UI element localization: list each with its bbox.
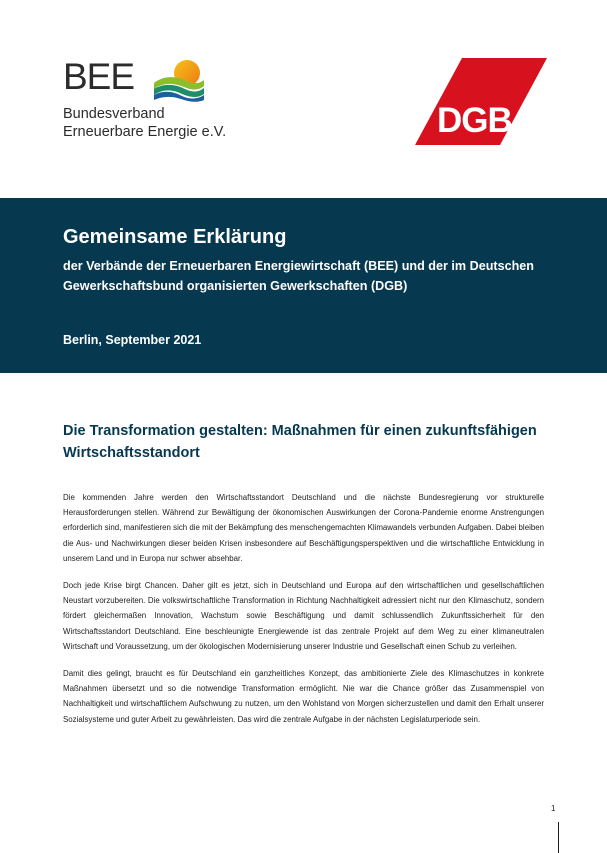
- bee-logo-line1: Bundesverband: [63, 106, 165, 122]
- document-title: Gemeinsame Erklärung: [63, 226, 287, 248]
- document-subtitle: der Verbände der Erneuerbaren Energiewirtschaft (BEE) und der im Deutschen Gewerkschaftsbund organisierten Gewerkschaften (DGB): [63, 259, 534, 293]
- bee-logo-wordmark: BEE: [63, 56, 135, 97]
- section-heading: Die Transformation gestalten: Maßnahmen für einen zukunftsfähigen Wirtschaftsstandort: [63, 423, 537, 461]
- document-date: Berlin, September 2021: [63, 333, 202, 347]
- paragraph: Doch jede Krise birgt Chancen. Daher gilt es jetzt, sich in Deutschland und Europa auf den wirtschaftlichen und gesellschaftlichen Neustart vorzubereiten. Die volkswirtschaftliche Transformation in Richtung Nachhaltigkeit adressiert nicht nur den Klimaschutz, sondern fördert gleichermaßen Innovation, Wachstum sowie Beschäftigung und damit schlussendlich Zukunftssicherheit für den Wirtschaftsstandort Deutschland. Eine beschleunigte Energiewende ist das zentrale Projekt auf dem Weg zu einer klimaneutralen Wirtschaft und Voraussetzung, um der ökologischen Modernisierung unserer Industrie und Gesellschaft einen Schub zu verleihen.: [63, 581, 544, 651]
- dgb-logo-wordmark: DGB: [437, 101, 512, 140]
- title-banner: [0, 198, 607, 373]
- body-text: [63, 490, 544, 739]
- dgb-logo: [415, 58, 547, 145]
- paragraph: Damit dies gelingt, braucht es für Deutschland ein ganzheitliches Konzept, das ambitionierte Ziele des Klimaschutzes in konkrete Maßnahmen übersetzt und so die notwendige Transformation ermöglicht. Nie war die Chance größer das Zusammenspiel von Nachhaltigkeit und wirtschaftlichem Aufschwung zu nutzen, um den Wohlstand von Morgen sicherzustellen und damit den Erhalt unserer Sozialsysteme und guter Arbeit zu gewährleisten. Das wird die zentrale Aufgabe in der nächsten Legislaturperiode sein.: [63, 669, 544, 724]
- page-divider: [558, 822, 559, 853]
- paragraph: Die kommenden Jahre werden den Wirtschaftsstandort Deutschland und die nächste Bundesregierung vor strukturelle Herausforderungen stellen. Während zur Bewältigung der ökonomischen Auswirkungen der Corona-Pandemie enorme Anstrengungen erforderlich sind, manifestieren sich die mit der Bekämpfung des menschengemachten Klimawandels verbunden Aufgaben. Dabei bleiben die Aus- und Nachwirkungen dieser beiden Krisen insbesondere auf Beschäftigungsperspektiven und die wirtschaftliche Entwicklung in unserem Land und in Europa nur schwer absehbar.: [63, 493, 544, 563]
- bee-logo-line2: Erneuerbare Energie e.V.: [63, 124, 227, 140]
- page-number: 1: [551, 804, 556, 813]
- bee-sun-landscape-icon: [154, 58, 204, 102]
- bee-logo-caption: [63, 105, 226, 141]
- bee-logo: [63, 58, 263, 148]
